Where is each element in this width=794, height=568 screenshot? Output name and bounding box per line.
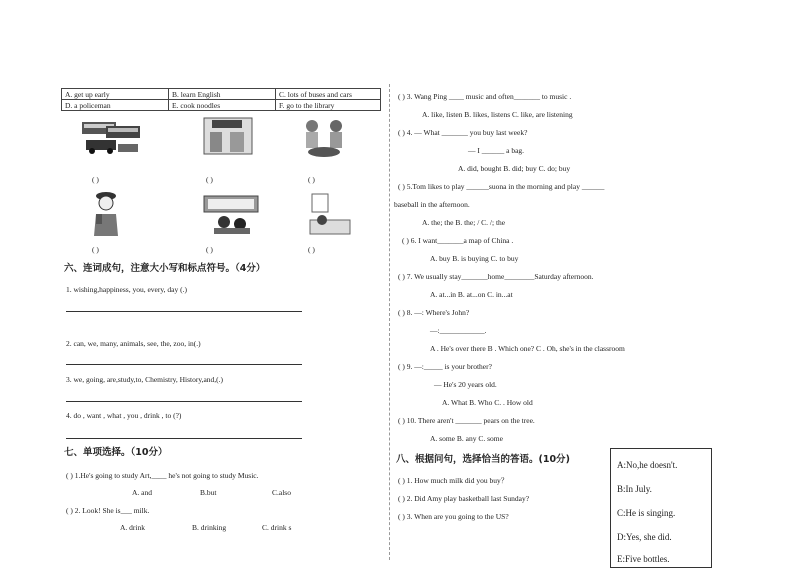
section-7-title: 七、单项选择。（10分） xyxy=(64,447,168,458)
mc-question: ( ) 1.He's going to study Art,____ he's not going to study Music. xyxy=(66,471,259,480)
answer-line[interactable] xyxy=(66,311,302,312)
mc-question: ( ) 6. I want_______a map of China . xyxy=(402,236,514,245)
answer-choices-box xyxy=(610,448,712,568)
reorder-question: 4. do , want , what , you , drink , to (?) xyxy=(66,411,182,420)
reorder-question: 1. wishing,happiness, you, every, day (.) xyxy=(66,285,187,294)
mc-options: A. the; the B. the; / C. /; the xyxy=(422,218,506,227)
mc-question-cont: baseball in the afternoon. xyxy=(394,200,470,209)
options-table xyxy=(61,88,381,111)
answer-choice: A:No,he doesn't. xyxy=(617,460,678,470)
mc-question: ( ) 9. —:_____ is your brother? xyxy=(398,362,492,371)
cooking-icon xyxy=(296,116,352,160)
mc-question: ( ) 2. Look! She is___ milk. xyxy=(66,506,150,515)
mc-option: A. and xyxy=(132,488,152,497)
column-divider xyxy=(389,84,390,560)
mc-question: ( ) 7. We usually stay_______home________Saturday afternoon. xyxy=(398,272,594,281)
mc-question: ( ) 3. Wang Ping ____ music and often_______ to music . xyxy=(398,92,572,101)
table-cell: E. cook noodles xyxy=(169,100,276,111)
waking-up-icon xyxy=(306,190,352,240)
mc-question: ( ) 8. —: Where's John? xyxy=(398,308,470,317)
mc-question: ( ) 5.Tom likes to play ______suona in the morning and play ______ xyxy=(398,182,605,191)
section-8-title: 八、根据问句，选择恰当的答语。(10分) xyxy=(396,454,570,465)
mc-dialogue: — He's 20 years old. xyxy=(434,380,497,389)
mc-option: C. drink s xyxy=(262,523,292,532)
section-6-title: 六、连词成句，注意大小写和标点符号。（4分） xyxy=(64,263,266,274)
picture-answer-blank[interactable]: ( ) xyxy=(92,175,99,184)
english-class-icon xyxy=(200,192,262,236)
answer-choice: C:He is singing. xyxy=(617,508,676,518)
policeman-icon xyxy=(88,190,124,238)
table-cell: B. learn English xyxy=(169,89,276,100)
answer-line[interactable] xyxy=(66,364,302,365)
table-cell: A. get up early xyxy=(62,89,169,100)
mc-option: B. drinking xyxy=(192,523,227,532)
mc-options: A. some B. any C. some xyxy=(430,434,503,443)
table-cell: F. go to the library xyxy=(276,100,381,111)
match-question: ( ) 2. Did Amy play basketball last Sunday? xyxy=(398,494,530,503)
picture-answer-blank[interactable]: ( ) xyxy=(92,245,99,254)
mc-option: C.also xyxy=(272,488,291,497)
mc-options: A. What B. Who C. . How old xyxy=(442,398,533,407)
mc-options: A . He's over there B . Which one? C . Oh, she's in the classroom xyxy=(430,344,625,353)
table-row xyxy=(62,89,381,100)
mc-options: A. like, listen B. likes, listens C. like, are listening xyxy=(422,110,573,119)
reorder-question: 2. can, we, many, animals, see, the, zoo, in(.) xyxy=(66,339,201,348)
mc-options: A. buy B. is buying C. to buy xyxy=(430,254,519,263)
buses-icon xyxy=(80,118,142,158)
match-question: ( ) 1. How much milk did you buy？ xyxy=(398,476,509,485)
picture-answer-blank[interactable]: ( ) xyxy=(206,175,213,184)
mc-dialogue: — I ______ a bag. xyxy=(468,146,525,155)
mc-question: ( ) 10. There aren't _______ pears on the tree. xyxy=(398,416,535,425)
mc-options: A. did, bought B. did; buy C. do; buy xyxy=(458,164,571,173)
mc-question: ( ) 4. — What _______ you buy last week? xyxy=(398,128,528,137)
table-cell: C. lots of buses and cars xyxy=(276,89,381,100)
answer-choice: D:Yes, she did. xyxy=(617,532,672,542)
table-cell: D. a policeman xyxy=(62,100,169,111)
answer-choice: E:Five bottles. xyxy=(617,554,670,564)
picture-answer-blank[interactable]: ( ) xyxy=(308,175,315,184)
mc-dialogue: —:____________. xyxy=(430,326,487,335)
match-question: ( ) 3. When are you going to the US? xyxy=(398,512,509,521)
reorder-question: 3. we, going, are,study,to, Chemistry, History,and,(.) xyxy=(66,375,224,384)
mc-option: A. drink xyxy=(120,523,145,532)
table-row xyxy=(62,100,381,111)
mc-options: A. at...in B. at...on C. in...at xyxy=(430,290,513,299)
answer-line[interactable] xyxy=(66,401,302,402)
mc-option: B.but xyxy=(200,488,217,497)
library-icon xyxy=(200,114,256,158)
answer-line[interactable] xyxy=(66,438,302,439)
answer-choice: B:In July. xyxy=(617,484,652,494)
picture-answer-blank[interactable]: ( ) xyxy=(206,245,213,254)
picture-answer-blank[interactable]: ( ) xyxy=(308,245,315,254)
